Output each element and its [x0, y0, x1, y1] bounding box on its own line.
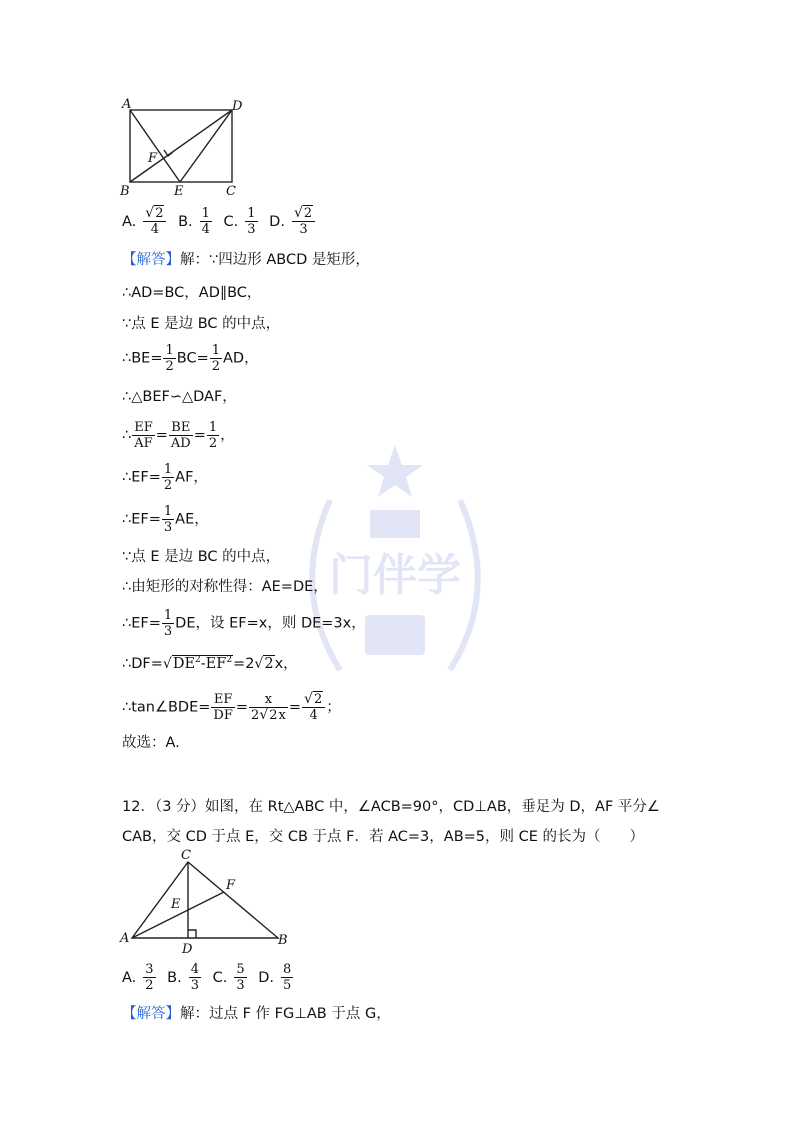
solution-conclusion: 故选：A. — [122, 735, 180, 751]
option-b[interactable]: B. $\frac{1}{4}$ — [178, 206, 210, 237]
watermark-text: 门伴学 — [329, 550, 461, 601]
label-a: A — [122, 97, 132, 112]
figure-rectangle-abcd — [118, 96, 253, 198]
solution-line-4: ∴BE= $\frac{1}{2}$ BC= $\frac{1}{2}$ AD， — [122, 343, 259, 374]
solution-line-12: $\therefore DF=√DE^2-EF^2=2√2x$， — [122, 655, 298, 672]
option-b[interactable]: B. $\frac{4}{3}$ — [167, 962, 200, 993]
solution-tag: 【解答】 — [122, 252, 180, 268]
solution-line-9: ∵点 E 是边 BC 的中点， — [122, 549, 281, 565]
label-e: E — [174, 184, 184, 198]
option-a[interactable]: A. $\frac{√2}{4}$ — [122, 206, 167, 237]
label-f: F — [148, 151, 158, 166]
solution-line-10: ∴由矩形的对称性得：AE=DE， — [122, 579, 328, 595]
q11-options — [122, 206, 322, 237]
solution-line-1: 【解答】解：∵四边形 ABCD 是矩形， — [122, 252, 370, 268]
solution-2-line-1: 【解答】解：过点 F 作 FG⊥AB 于点 G， — [122, 1006, 391, 1022]
label-e: E — [171, 897, 181, 912]
option-c[interactable]: C. $\frac{1}{3}$ — [223, 206, 256, 237]
solution-line-11: ∴EF= $\frac{1}{3}$ DE，设 EF=x，则 DE=3x， — [122, 608, 366, 639]
solution-line-13: ∴tan∠BDE= $\frac{EF}{DF}$ = $\frac{x}{2√2x}$ = $\frac{√2}{4}$ ； — [122, 691, 341, 723]
label-c: C — [181, 848, 191, 863]
q12-options — [122, 962, 300, 993]
label-b: B — [278, 933, 288, 948]
solution-line-8: ∴EF= $\frac{1}{3}$ AE， — [122, 504, 209, 535]
solution-line-5: ∴△BEF∽△DAF， — [122, 389, 237, 405]
question-12-line-2: CAB，交 CD 于点 E，交 CB 于点 F．若 AC=3，AB=5，则 CE 的长为（ ） — [122, 829, 645, 845]
solution-tag: 【解答】 — [122, 1006, 180, 1022]
label-b: B — [120, 184, 130, 198]
solution-line-7: ∴EF= $\frac{1}{2}$ AF， — [122, 462, 208, 493]
option-a[interactable]: A. $\frac{3}{2}$ — [122, 962, 154, 993]
label-d: D — [232, 99, 243, 114]
solution-line-3: ∵点 E 是边 BC 的中点， — [122, 316, 281, 332]
label-c: C — [226, 184, 236, 198]
solution-line-6: ∴ $\frac{EF}{AF}$ = $\frac{BE}{AD}$ = $\frac{1}{2}$ ， — [122, 420, 235, 451]
question-12-line-1: 12．（3 分）如图，在 Rt△ABC 中，∠ACB=90°，CD⊥AB，垂足为 D，AF 平分∠ — [122, 799, 660, 815]
option-d[interactable]: D. $\frac{8}{5}$ — [258, 962, 292, 993]
watermark-badge: 中考主题 — [370, 667, 420, 681]
label-a: A — [120, 931, 130, 946]
label-f: F — [226, 878, 236, 893]
solution-line-2: ∴AD=BC，AD∥BC， — [122, 285, 262, 301]
label-d: D — [182, 942, 193, 956]
option-d[interactable]: D. $\frac{√2}{3}$ — [269, 206, 316, 237]
watermark-logo — [280, 440, 510, 700]
figure-right-triangle-abc — [118, 846, 298, 956]
option-c[interactable]: C. $\frac{5}{3}$ — [212, 962, 245, 993]
